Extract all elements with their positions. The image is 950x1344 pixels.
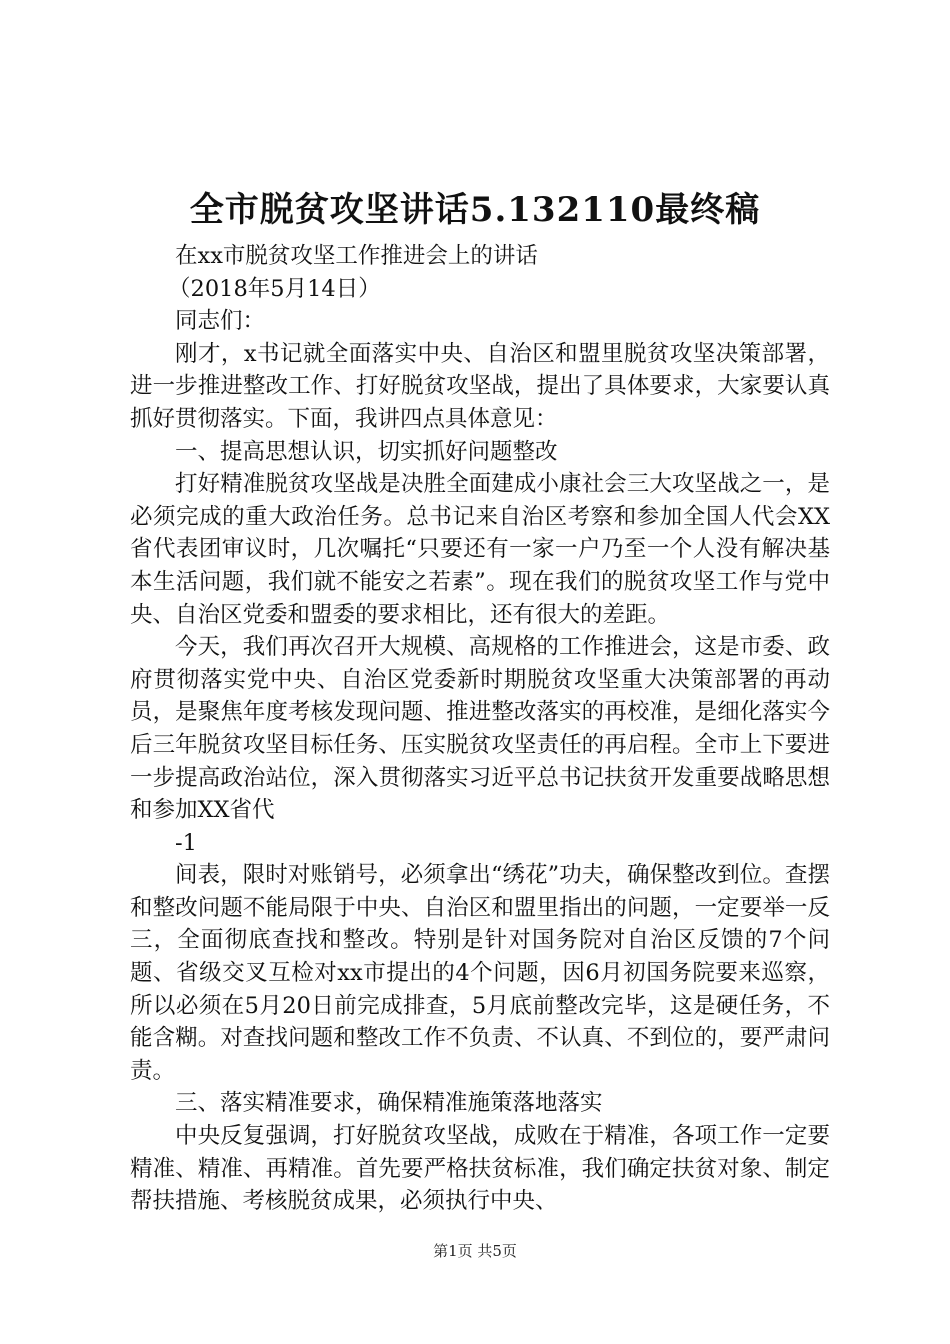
paragraph: 今天，我们再次召开大规模、高规格的工作推进会，这是市委、政府贯彻落实党中央、自治区党委新时期脱贫攻坚重大决策部署的再动员，是聚焦年度考核发现问题、推进整改落实的再校准，是细化落实今后三年脱贫攻坚目标任务、压实脱贫攻坚责任的再启程。全市上下要进一步提高政治站位，深入贯彻落实习近平总书记扶贫开发重要战略思想和参加XX省代: [130, 634, 830, 824]
speech-date: （2018年5月14日）: [168, 275, 381, 302]
document-title: 全市脱贫攻坚讲话5.132110最终稿: [189, 190, 761, 230]
paragraph: 刚才，x书记就全面落实中央、自治区和盟里脱贫攻坚决策部署，进一步推进整改工作、打好脱贫攻坚战，提出了具体要求，大家要认真抓好贯彻落实。下面，我讲四点具体意见：: [130, 340, 830, 432]
document-body: [130, 240, 830, 1218]
page-number: 第1页 共5页: [433, 1242, 517, 1260]
paragraph: 打好精准脱贫攻坚战是决胜全面建成小康社会三大攻坚战之一，是必须完成的重大政治任务。总书记来自治区考察和参加全国人代会XX省代表团审议时，几次嘱托“只要还有一家一户乃至一个人没有解决基本生活问题，我们就不能安之若素”。现在我们的脱贫攻坚工作与党中央、自治区党委和盟委的要求相比，还有很大的差距。: [130, 471, 830, 628]
section-heading: 三、落实精准要求，确保精准施策落地落实: [175, 1090, 603, 1117]
paragraph: 间表，限时对账销号，必须拿出“绣花”功夫，确保整改到位。查摆和整改问题不能局限于中央、自治区和盟里指出的问题，一定要举一反三，全面彻底查找和整改。特别是针对国务院对自治区反馈的7个问题、省级交叉互检对xx市提出的4个问题，因6月初国务院要来巡察，所以必须在5月20日前完成排查，5月底前整改完毕，这是硬任务，不能含糊。对查找问题和整改工作不负责、不认真、不到位的，要严肃问责。: [130, 862, 830, 1084]
salutation: 同志们：: [175, 308, 266, 335]
speech-subtitle: 在xx市脱贫攻坚工作推进会上的讲话: [175, 243, 538, 269]
page-break-marker: -1: [175, 829, 197, 856]
section-heading: 一、提高思想认识，切实抓好问题整改: [175, 438, 558, 465]
paragraph: 中央反复强调，打好脱贫攻坚战，成败在于精准，各项工作一定要精准、精准、再精准。首先要严格扶贫标准，我们确定扶贫对象、制定帮扶措施、考核脱贫成果，必须执行中央、: [130, 1123, 830, 1215]
